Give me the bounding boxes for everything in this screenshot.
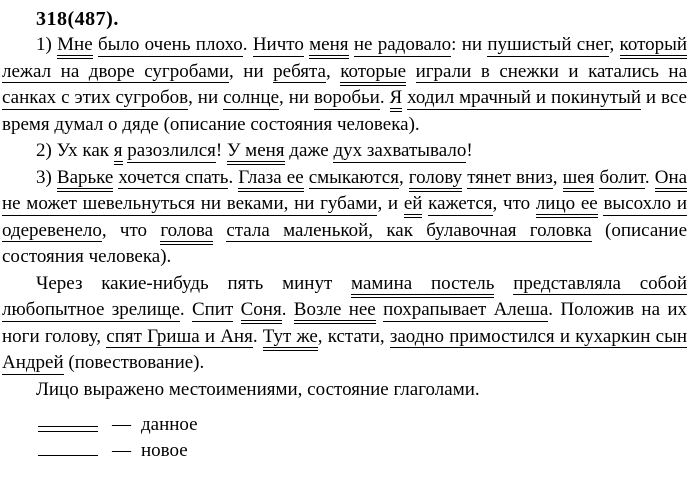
text-segment: . — [228, 166, 239, 188]
paragraph — [2, 32, 687, 138]
document-body — [2, 32, 687, 403]
text-segment: ! — [466, 140, 473, 161]
given-segment: Я — [390, 87, 403, 112]
text-segment: (повествование). — [63, 352, 205, 373]
new-segment: разозлился — [127, 140, 216, 161]
new-segment: солнце — [223, 87, 280, 108]
given-segment: Соня — [241, 299, 282, 324]
text-segment — [376, 299, 383, 320]
new-segment: представляла собой любопытное зрелище — [2, 272, 688, 320]
text-segment: : ни — [451, 34, 488, 55]
text-segment — [304, 167, 309, 188]
text-segment: , что — [492, 193, 536, 214]
text-segment: ! — [215, 140, 227, 161]
new-segment: ходил мрачный и покинутый — [407, 87, 641, 108]
new-segment: похрапывает Алеша — [383, 299, 549, 320]
given-segment: мамина постель — [351, 273, 494, 298]
given-segment: которые — [340, 61, 406, 86]
text-segment — [233, 299, 240, 320]
single-line-icon — [38, 455, 98, 456]
text-segment: , что — [101, 219, 161, 241]
text-segment: . Положив на их ноги голову, — [2, 299, 688, 347]
given-segment: Тут же — [263, 326, 318, 351]
text-segment: 2) Ух как — [36, 140, 114, 161]
new-segment: Спит — [191, 299, 234, 320]
text-segment: , кстати, — [317, 325, 390, 347]
text-segment: , — [398, 166, 409, 188]
new-segment: болит — [599, 166, 645, 188]
new-segment: смыкаются — [308, 166, 399, 188]
new-segment: высохло и одеревенело — [2, 193, 688, 241]
given-segment: я — [114, 140, 123, 165]
text-segment: , ни — [229, 60, 274, 82]
text-segment: , и — [377, 193, 404, 214]
given-segment: Она — [655, 167, 687, 192]
legend-item — [38, 412, 687, 438]
new-segment: хочется спать — [118, 166, 229, 188]
text-segment: . — [179, 299, 192, 320]
new-segment: тянет вниз — [467, 166, 553, 188]
given-segment: голова — [160, 220, 213, 245]
new-segment: не радовало — [353, 34, 452, 55]
new-segment: дух захватывало — [333, 140, 467, 161]
paragraph — [2, 271, 687, 377]
text-segment: , — [326, 60, 341, 82]
double-line-icon — [38, 426, 98, 432]
text-segment: даже — [284, 140, 334, 161]
new-segment: стала маленькой, как булавочная головка — [226, 219, 592, 241]
given-segment: меня — [309, 34, 348, 59]
new-segment: кажется — [428, 193, 493, 214]
legend — [38, 412, 687, 464]
new-segment: спят Гриша и Аня — [106, 325, 253, 347]
legend-label: данное — [141, 414, 198, 435]
legend-dash: — — [112, 414, 131, 435]
legend-dash: — — [112, 440, 131, 461]
new-segment: пушистый снег — [487, 34, 610, 55]
legend-item — [38, 438, 687, 464]
given-segment: голову — [409, 167, 462, 192]
new-segment: заодно примостился и кухаркин сын Андрей — [2, 325, 687, 373]
given-segment: который — [620, 34, 688, 59]
text-segment — [494, 273, 513, 294]
new-segment: было очень плохо — [97, 34, 243, 55]
text-segment: , ни — [188, 87, 224, 108]
text-segment: (описание состояния человека). — [2, 219, 688, 267]
given-segment: ей — [404, 193, 423, 218]
text-segment: 3) — [36, 166, 57, 188]
text-segment: , — [609, 34, 620, 55]
exercise-number: 318(487). — [36, 8, 119, 30]
given-segment: Варьке — [57, 167, 113, 192]
text-segment: , — [552, 166, 563, 188]
text-segment: . — [252, 325, 263, 347]
text-segment: Через какие-нибудь пять минут — [36, 272, 352, 294]
paragraph — [2, 165, 687, 271]
given-segment: лицо ее — [536, 193, 598, 218]
text-segment: . — [281, 299, 294, 320]
new-segment: играли в снежки и катались на санках с этих сугробов — [2, 60, 688, 108]
new-segment: Ничто — [252, 34, 304, 55]
given-segment: шея — [563, 167, 595, 192]
given-segment: Глаза ее — [238, 167, 303, 192]
new-segment: воробьи — [314, 87, 380, 108]
text-segment: 1) — [36, 34, 58, 55]
new-segment: ребята — [273, 60, 326, 82]
given-segment: Мне — [57, 34, 93, 59]
given-segment: Возле нее — [294, 299, 376, 324]
new-segment: не может шевельнуться ни веками, ни губами — [2, 193, 378, 214]
text-segment: . — [644, 166, 655, 188]
text-segment: Лицо выражено местоимениями, состояние глаголами. — [36, 378, 480, 400]
text-segment: . — [242, 34, 253, 55]
text-segment — [406, 61, 416, 82]
given-segment: У меня — [227, 140, 285, 165]
text-segment: , ни — [279, 87, 314, 108]
legend-label: новое — [141, 440, 188, 461]
text-segment — [213, 220, 226, 241]
paragraph — [2, 138, 687, 165]
new-segment: лежал на дворе сугробами — [2, 60, 230, 82]
text-segment: и все время думал о дяде (описание состояния человека). — [2, 87, 687, 135]
paragraph — [2, 377, 687, 404]
text-segment: . — [379, 87, 390, 108]
